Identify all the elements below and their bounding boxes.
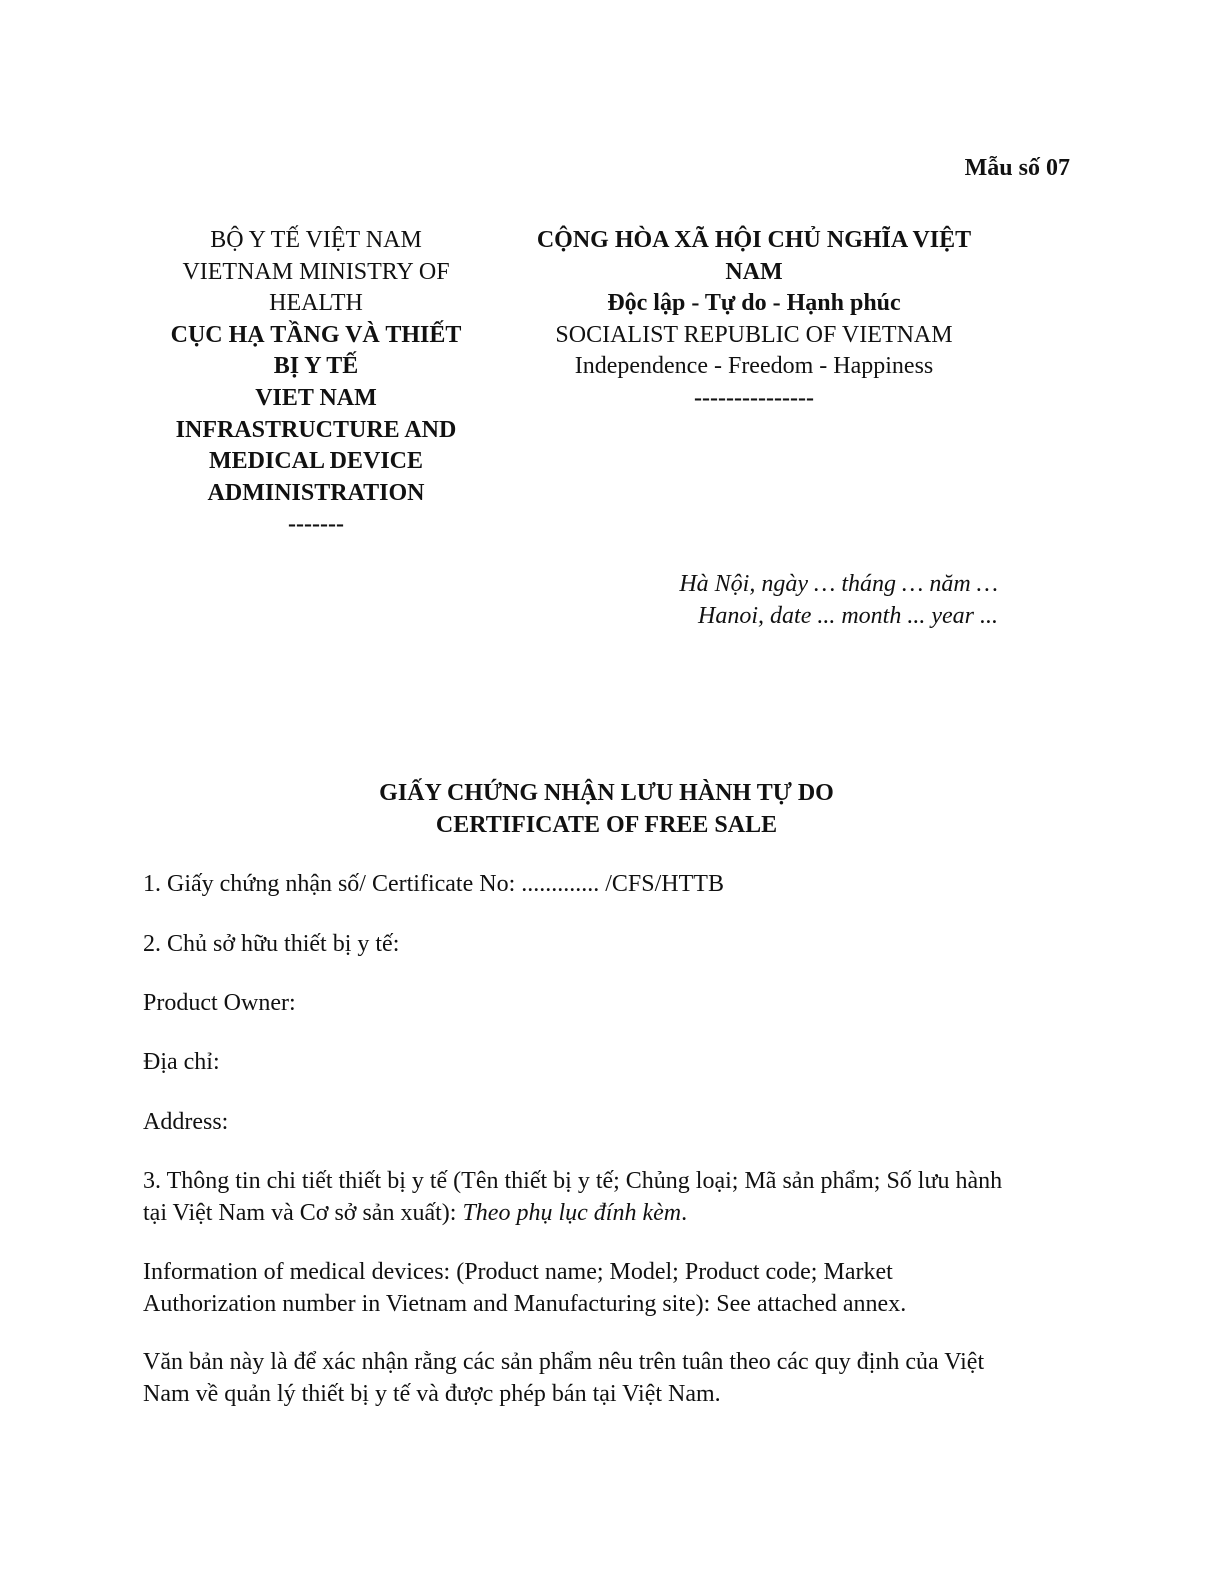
nation-name-en: SOCIALIST REPUBLIC OF VIETNAM bbox=[555, 321, 953, 348]
device-info-vi bbox=[143, 1166, 1078, 1229]
device-info-en-line-2: Authorization number in Vietnam and Manufacturing site): See attached annex. bbox=[143, 1290, 907, 1317]
date-vi: Hà Nội, ngày … tháng … năm … bbox=[679, 571, 998, 597]
title-en: CERTIFICATE OF FREE SALE bbox=[435, 811, 778, 838]
nation-name-vi-2: NAM bbox=[725, 258, 783, 285]
agency-department-vi-1: CỤC HẠ TẦNG VÀ THIẾT bbox=[170, 321, 462, 348]
agency-department-vi-2: BỊ Y TẾ bbox=[273, 353, 359, 380]
address-label-vi: Địa chỉ: bbox=[143, 1049, 220, 1075]
owner-label-vi: 2. Chủ sở hữu thiết bị y tế: bbox=[143, 931, 400, 957]
address-label-en: Address: bbox=[143, 1109, 229, 1135]
national-header-block bbox=[510, 225, 998, 415]
date-block bbox=[560, 568, 998, 632]
form-number: Mẫu số 07 bbox=[964, 155, 1070, 181]
device-info-vi-period: . bbox=[681, 1199, 688, 1226]
document-title bbox=[143, 778, 1070, 841]
agency-ministry-vi: BỘ Y TẾ VIỆT NAM bbox=[210, 227, 422, 253]
nation-name-vi-1: CỘNG HÒA XÃ HỘI CHỦ NGHĨA VIỆT bbox=[536, 227, 972, 253]
nation-separator: --------------- bbox=[694, 384, 814, 411]
nation-motto-en: Independence - Freedom - Happiness bbox=[574, 353, 934, 380]
agency-department-en-3: MEDICAL DEVICE bbox=[208, 448, 424, 475]
confirmation-statement bbox=[143, 1347, 1078, 1410]
agency-separator: ------- bbox=[288, 511, 344, 538]
nation-motto-vi: Độc lập - Tự do - Hạnh phúc bbox=[607, 290, 901, 317]
device-info-vi-line-1: 3. Thông tin chi tiết thiết bị y tế (Tên thiết bị y tế; Chủng loại; Mã sản phẩm; Số lưu hành bbox=[143, 1168, 1003, 1194]
device-info-en bbox=[143, 1257, 1078, 1320]
agency-department-en-1: VIET NAM bbox=[255, 384, 377, 411]
agency-ministry-en-1: VIETNAM MINISTRY OF bbox=[182, 258, 450, 285]
agency-ministry-en-2: HEALTH bbox=[269, 290, 363, 317]
annex-reference: Theo phụ lục đính kèm bbox=[462, 1199, 682, 1226]
certificate-number-field: 1. Giấy chứng nhận số/ Certificate No: ............. /CFS/HTTB bbox=[143, 871, 724, 897]
title-vi: GIẤY CHỨNG NHẬN LƯU HÀNH TỰ DO bbox=[379, 780, 834, 806]
statement-line-2: Nam về quản lý thiết bị y tế và được phép bán tại Việt Nam. bbox=[143, 1380, 721, 1407]
issuing-agency-block bbox=[150, 225, 482, 541]
date-en: Hanoi, date ... month ... year ... bbox=[698, 603, 998, 629]
agency-department-en-4: ADMINISTRATION bbox=[207, 479, 425, 506]
device-info-vi-line-2 bbox=[143, 1198, 1078, 1230]
device-info-en-line-1: Information of medical devices: (Product name; Model; Product code; Market bbox=[143, 1259, 893, 1285]
agency-department-en-2: INFRASTRUCTURE AND bbox=[175, 416, 457, 443]
device-info-vi-text: tại Việt Nam và Cơ sở sản xuất): bbox=[143, 1199, 463, 1226]
owner-label-en: Product Owner: bbox=[143, 990, 296, 1016]
statement-line-1: Văn bản này là để xác nhận rằng các sản phẩm nêu trên tuân theo các quy định của Việt bbox=[143, 1349, 985, 1375]
